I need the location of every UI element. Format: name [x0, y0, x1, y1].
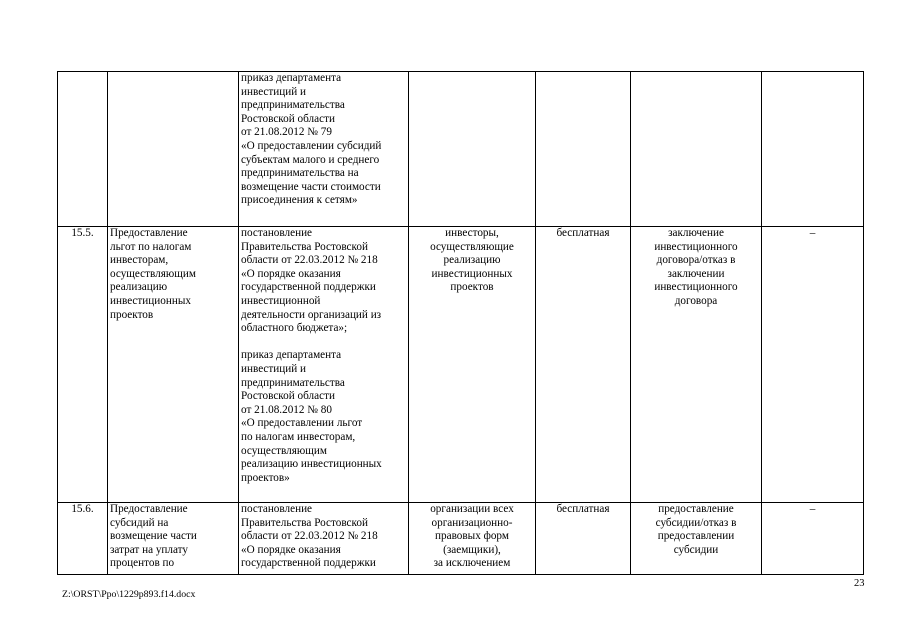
row-number-cell [58, 227, 108, 503]
legal-basis-cell-line: присоединения к сетям» [241, 194, 358, 207]
note-cell [762, 503, 864, 575]
result-cell [631, 72, 762, 227]
cost-cell-text: бесплатная [556, 503, 610, 515]
legal-basis-cell [239, 72, 409, 227]
cost-cell [536, 72, 631, 227]
legal-basis-cell-line: области от 22.03.2012 № 218 [241, 530, 378, 543]
legal-basis-cell-line: предпринимательства на [241, 167, 359, 180]
legal-basis-cell-line [241, 336, 406, 350]
table-row [58, 227, 864, 503]
service-name-cell-line: Предоставление [110, 227, 188, 239]
service-name-cell [108, 72, 239, 227]
row-number-cell-text: 15.5. [71, 227, 94, 239]
legal-basis-cell-line: приказ департамента [241, 349, 342, 362]
legal-basis-cell-line: областного бюджета»; [241, 322, 348, 335]
service-name-cell-line: субсидий на [110, 516, 169, 529]
row-number-cell [58, 72, 108, 227]
recipients-cell-line: инвестиционных [431, 267, 513, 280]
service-name-cell-line: проектов [110, 308, 154, 321]
legal-basis-cell-line: по налогам инвесторам, [241, 430, 356, 443]
legal-basis-cell-line: «О порядке оказания [241, 543, 341, 556]
recipients-cell-line: организации всех [430, 503, 514, 515]
service-name-cell-line: возмещение части [110, 530, 197, 543]
legal-basis-cell-line: государственной поддержки [241, 557, 376, 570]
recipients-cell-line: за исключением [433, 557, 511, 570]
note-cell-text: – [809, 503, 816, 515]
service-name-cell-line: процентов по [110, 557, 175, 570]
result-cell-line: заключении [667, 267, 725, 280]
table-row [58, 503, 864, 575]
service-name-cell-line: Предоставление [110, 503, 188, 515]
note-cell [762, 227, 864, 503]
legal-basis-cell-line: Ростовской области [241, 390, 335, 403]
legal-basis-cell-line: проектов» [241, 471, 290, 484]
legal-basis-cell-line: реализацию инвестиционных [241, 458, 382, 471]
note-cell-text: – [809, 227, 816, 239]
legal-basis-cell-line: инвестиций и [241, 85, 307, 98]
result-cell-line: договора [674, 294, 718, 307]
legal-basis-cell [239, 503, 409, 575]
cost-cell [536, 503, 631, 575]
recipients-cell-line: проектов [450, 281, 494, 294]
legal-basis-cell-line: возмещение части стоимости [241, 180, 381, 193]
legal-basis-cell-line: «О порядке оказания [241, 267, 341, 280]
legal-basis-cell [239, 227, 409, 503]
result-cell [631, 227, 762, 503]
result-cell-line: предоставлении [657, 530, 735, 543]
cost-cell [536, 227, 631, 503]
service-name-cell [108, 227, 239, 503]
legal-basis-cell-line: Правительства Ростовской [241, 240, 368, 253]
recipients-cell [409, 227, 536, 503]
cost-cell-text: бесплатная [556, 227, 610, 239]
legal-basis-cell-line: области от 22.03.2012 № 218 [241, 254, 378, 267]
legal-basis-cell-line: постановление [241, 227, 313, 239]
service-name-cell-line: инвестиционных [110, 294, 191, 307]
service-name-cell-line: инвесторам, [110, 254, 169, 267]
legal-basis-cell-line: субъектам малого и среднего [241, 153, 380, 166]
legal-basis-cell-line: инвестиций и [241, 362, 307, 375]
legal-basis-cell-line: приказ департамента [241, 72, 342, 84]
result-cell-line: инвестиционного [654, 240, 738, 253]
legal-basis-cell-line: «О предоставлении субсидий [241, 139, 382, 152]
result-cell-line: заключение [668, 227, 724, 239]
legal-basis-cell-line: Правительства Ростовской [241, 516, 368, 529]
legal-basis-cell-line: «О предоставлении льгот [241, 417, 363, 430]
service-name-cell-line: реализацию [110, 281, 168, 294]
table-row [58, 72, 864, 227]
result-cell-line: субсидии [673, 543, 719, 556]
recipients-cell-line: осуществляющие [430, 240, 514, 253]
recipients-cell-line: реализацию [443, 254, 501, 267]
legal-basis-cell-line: предпринимательства [241, 99, 345, 112]
row-number-cell [58, 503, 108, 575]
legal-basis-cell-line: Ростовской области [241, 112, 335, 125]
note-cell [762, 72, 864, 227]
recipients-cell-line: инвесторы, [445, 227, 499, 239]
legal-basis-cell-line: государственной поддержки [241, 281, 376, 294]
result-cell-line: субсидии/отказ в [655, 516, 737, 529]
legal-basis-cell-line: постановление [241, 503, 313, 515]
page-number: 23 [854, 578, 865, 589]
recipients-cell-line: правовых форм [435, 530, 509, 543]
service-name-cell-line: осуществляющим [110, 267, 196, 280]
result-cell-line: договора/отказ в [656, 254, 736, 267]
result-cell-line: предоставление [658, 503, 734, 515]
legal-basis-cell-line: от 21.08.2012 № 79 [241, 126, 332, 139]
recipients-cell [409, 72, 536, 227]
result-cell [631, 503, 762, 575]
legal-basis-cell-line: от 21.08.2012 № 80 [241, 403, 332, 416]
file-path: Z:\ORST\Ppo\1229p893.f14.docx [62, 589, 196, 600]
service-name-cell-line: затрат на уплату [110, 543, 189, 556]
result-cell-line: инвестиционного [654, 281, 738, 294]
service-name-cell [108, 503, 239, 575]
recipients-cell-line: (заемщики), [443, 543, 501, 556]
row-number-cell-text: 15.6. [71, 503, 94, 515]
legal-basis-cell-line: деятельности организаций из [241, 308, 382, 321]
recipients-cell-line: организационно- [431, 516, 513, 529]
legal-basis-cell-line: предпринимательства [241, 376, 345, 389]
service-name-cell-line: льгот по налогам [110, 240, 192, 253]
legal-basis-cell-line: инвестиционной [241, 294, 321, 307]
recipients-cell [409, 503, 536, 575]
services-table [57, 71, 864, 575]
legal-basis-cell-line: осуществляющим [241, 444, 327, 457]
